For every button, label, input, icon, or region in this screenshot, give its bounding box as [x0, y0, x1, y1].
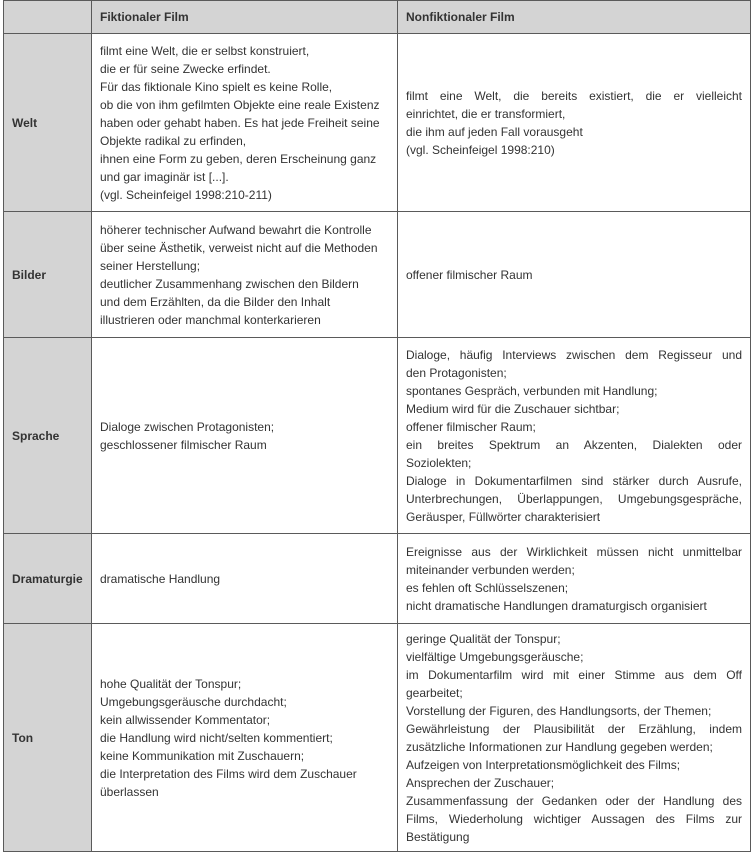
text-line: und dem Erzählten, da die Bilder den Inhalt — [100, 294, 331, 309]
text-line: Dialoge, häufig Interviews zwischen dem Regisseur und — [406, 347, 742, 362]
text-line: Umgebungsgeräusche durchdacht; — [100, 694, 287, 709]
text-line: zusätzliche Informationen zur Handlung gegeben werden; — [406, 739, 713, 754]
text-line: die Interpretation des Films wird dem Zuschauer — [100, 766, 357, 781]
text-line: Soziolekten; — [406, 455, 472, 470]
text-line: filmt eine Welt, die er selbst konstruiert, — [100, 43, 310, 58]
header-nonfiktional: Nonfiktionaler Film — [398, 1, 751, 34]
text-line: Aufzeigen von Interpretationsmöglichkeit des Films; — [406, 757, 681, 772]
text-line: Bestätigung — [406, 829, 470, 844]
text-line: seiner Herstellung; — [100, 258, 201, 273]
text-line: ihnen eine Form zu geben, deren Erscheinung ganz — [100, 151, 377, 166]
text-line: geringe Qualität der Tonspur; — [406, 631, 561, 646]
text-line: Unterbrechungen, Überlappungen, Umgebungsgespräche, — [406, 491, 742, 506]
text-line: ob die von ihm gefilmten Objekte eine reale Existenz — [100, 97, 380, 112]
text-line: Für das fiktionale Kino spielt es keine Rolle, — [100, 79, 333, 94]
cell-dramaturgie-fiktional — [92, 534, 398, 624]
text-line: Zusammenfassung der Gedanken oder der Handlung des — [406, 793, 742, 808]
cell-ton-nonfiktional — [398, 624, 751, 852]
text-line: offener filmischer Raum; — [406, 419, 536, 434]
text-line: den Protagonisten; — [406, 365, 507, 380]
table-row-bilder — [4, 212, 751, 338]
header-row — [4, 1, 751, 34]
text-line: die er für seine Zwecke erfindet. — [100, 61, 271, 76]
text-line: überlassen — [100, 784, 159, 799]
row-label-dramaturgie: Dramaturgie — [4, 534, 92, 624]
table-row-welt — [4, 34, 751, 212]
text-line: Dialoge zwischen Protagonisten; — [100, 419, 275, 434]
text-line: deutlicher Zusammenhang zwischen den Bildern — [100, 276, 359, 291]
text-line: vielfältige Umgebungsgeräusche; — [406, 649, 584, 664]
text-line: Vorstellung der Figuren, des Handlungsorts, der Themen; — [406, 703, 712, 718]
cell-welt-fiktional — [92, 34, 398, 212]
cell-ton-fiktional — [92, 624, 398, 852]
text-line: dramatische Handlung — [100, 571, 221, 586]
comparison-table — [3, 0, 751, 852]
text-line: ein breites Spektrum an Akzenten, Dialekten oder — [406, 437, 742, 452]
text-line: offener filmischer Raum — [406, 267, 533, 282]
row-label-sprache: Sprache — [4, 338, 92, 534]
text-line: spontanes Gespräch, verbunden mit Handlung; — [406, 383, 658, 398]
text-line: nicht dramatische Handlungen dramaturgisch organisiert — [406, 598, 707, 613]
text-line: haben oder gehabt haben. Es hat jede Freiheit seine — [100, 115, 380, 130]
text-line: Gewährleistung der Plausibilität der Erzählung, indem — [406, 721, 742, 736]
row-label-ton: Ton — [4, 624, 92, 852]
text-line: einrichtet, die er transformiert, — [406, 106, 566, 121]
text-line: Films, Wiederholung wichtiger Aussagen des Films zur — [406, 811, 742, 826]
text-line: hohe Qualität der Tonspur; — [100, 676, 242, 691]
text-line: (vgl. Scheinfeigel 1998:210-211) — [100, 187, 272, 202]
text-line: die Handlung wird nicht/selten kommentiert; — [100, 730, 333, 745]
text-line: geschlossener filmischer Raum — [100, 437, 267, 452]
row-label-bilder: Bilder — [4, 212, 92, 338]
text-line: Geräusper, Füllwörter charakterisiert — [406, 509, 601, 524]
cell-dramaturgie-nonfiktional — [398, 534, 751, 624]
cell-sprache-fiktional — [92, 338, 398, 534]
text-line: gearbeitet; — [406, 685, 463, 700]
header-corner-cell — [4, 1, 92, 34]
header-fiktional: Fiktionaler Film — [92, 1, 398, 34]
row-label-welt: Welt — [4, 34, 92, 212]
text-line: die ihm auf jeden Fall vorausgeht — [406, 124, 583, 139]
cell-bilder-nonfiktional — [398, 212, 751, 338]
text-line: Dialoge in Dokumentarfilmen sind stärker durch Ausrufe, — [406, 473, 742, 488]
text-line: höherer technischer Aufwand bewahrt die Kontrolle — [100, 222, 372, 237]
text-line: über seine Ästhetik, verweist nicht auf die Methoden — [100, 240, 378, 255]
text-line: Objekte radikal zu erfinden, — [100, 133, 247, 148]
cell-welt-nonfiktional — [398, 34, 751, 212]
table-row-ton — [4, 624, 751, 852]
text-line: kein allwissender Kommentator; — [100, 712, 271, 727]
table-row-dramaturgie — [4, 534, 751, 624]
text-line: Ansprechen der Zuschauer; — [406, 775, 555, 790]
text-line: filmt eine Welt, die bereits existiert, die er vielleicht — [406, 88, 742, 103]
text-line: Medium wird für die Zuschauer sichtbar; — [406, 401, 620, 416]
text-line: es fehlen oft Schlüsselszenen; — [406, 580, 569, 595]
table-row-sprache — [4, 338, 751, 534]
text-line: keine Kommunikation mit Zuschauern; — [100, 748, 305, 763]
text-line: miteinander verbunden werden; — [406, 562, 575, 577]
text-line: und gar imaginär ist [...]. — [100, 169, 229, 184]
cell-sprache-nonfiktional — [398, 338, 751, 534]
text-line: im Dokumentarfilm wird mit einer Stimme aus dem Off — [406, 667, 742, 682]
text-line: Ereignisse aus der Wirklichkeit müssen nicht unmittelbar — [406, 544, 742, 559]
text-line: (vgl. Scheinfeigel 1998:210) — [406, 142, 555, 157]
cell-bilder-fiktional — [92, 212, 398, 338]
text-line: illustrieren oder manchmal konterkarieren — [100, 312, 321, 327]
